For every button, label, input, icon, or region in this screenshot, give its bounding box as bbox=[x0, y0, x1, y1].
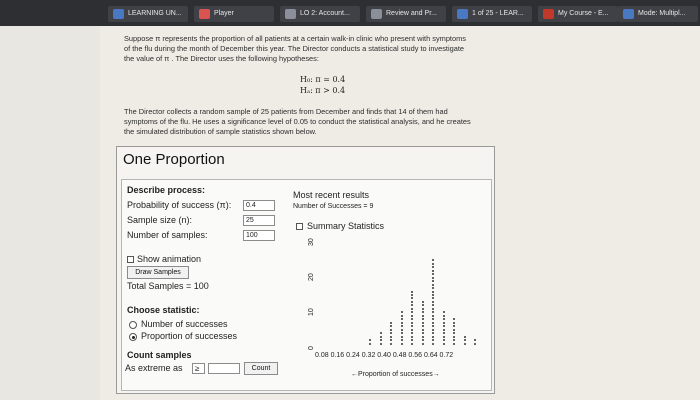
dotplot-dot bbox=[422, 322, 424, 324]
tab-favicon-icon bbox=[371, 9, 382, 19]
y-tick-label: 20 bbox=[308, 273, 315, 281]
dotplot-dot bbox=[443, 336, 445, 338]
dotplot-dot bbox=[411, 325, 413, 327]
dotplot-dot bbox=[422, 311, 424, 313]
dotplot-dot bbox=[432, 343, 434, 345]
dotplot-dot bbox=[411, 343, 413, 345]
dotplot-dot bbox=[390, 336, 392, 338]
dotplot-dot bbox=[422, 339, 424, 341]
tab-review-and-practice[interactable] bbox=[366, 6, 446, 22]
tab-label: My Course - E... bbox=[558, 10, 609, 17]
dotplot-dot bbox=[432, 332, 434, 334]
dotplot-dot bbox=[453, 325, 455, 327]
dotplot-dot bbox=[432, 294, 434, 296]
count-samples-heading: Count samples bbox=[127, 350, 192, 360]
dotplot-dot bbox=[453, 336, 455, 338]
dotplot-dot bbox=[443, 325, 445, 327]
dotplot-dot bbox=[432, 311, 434, 313]
dotplot-dot bbox=[432, 259, 434, 261]
dotplot-dot bbox=[390, 325, 392, 327]
null-hypothesis: H₀: π = 0.4 bbox=[300, 75, 346, 84]
dotplot-dot bbox=[443, 322, 445, 324]
dotplot-dot bbox=[422, 332, 424, 334]
dotplot-dot bbox=[411, 329, 413, 331]
intro-line: of the flu during the month of December this year. The Director conducts a statistical study to investigate bbox=[124, 44, 465, 53]
most-recent-results-label: Most recent results bbox=[293, 190, 370, 200]
dotplot-dot bbox=[422, 301, 424, 303]
tab-label: Player bbox=[214, 10, 234, 17]
dotplot-dot bbox=[432, 263, 434, 265]
choose-statistic-heading: Choose statistic: bbox=[127, 305, 200, 315]
dotplot-dot bbox=[369, 343, 371, 345]
draw-samples-button[interactable]: Draw Samples bbox=[127, 266, 189, 279]
dotplot-dot bbox=[380, 336, 382, 338]
dotplot-dot bbox=[411, 301, 413, 303]
dotplot-dot bbox=[432, 297, 434, 299]
dotplot-dot bbox=[380, 332, 382, 334]
dotplot-dot bbox=[401, 339, 403, 341]
dotplot-dot bbox=[401, 322, 403, 324]
dotplot-dot bbox=[432, 318, 434, 320]
dotplot-dot bbox=[443, 339, 445, 341]
dotplot-dot bbox=[443, 318, 445, 320]
dotplot-dot bbox=[432, 266, 434, 268]
dotplot-dot bbox=[380, 343, 382, 345]
sample-size-input[interactable]: 25 bbox=[243, 215, 275, 226]
dotplot-dot bbox=[411, 322, 413, 324]
applet-panel bbox=[121, 179, 492, 391]
dotplot-dot bbox=[411, 339, 413, 341]
tab-learning-unit[interactable] bbox=[108, 6, 188, 22]
dotplot-dot bbox=[422, 343, 424, 345]
dotplot-dot bbox=[474, 343, 476, 345]
dotplot-dot bbox=[443, 311, 445, 313]
sample-size-label: Sample size (n): bbox=[127, 215, 193, 225]
dotplot-dot bbox=[401, 311, 403, 313]
dotplot-dot bbox=[422, 304, 424, 306]
tab-my-course[interactable] bbox=[538, 6, 618, 22]
tab-mode-multiple[interactable] bbox=[618, 6, 698, 22]
dotplot-dot bbox=[422, 308, 424, 310]
dotplot-dot bbox=[432, 301, 434, 303]
dotplot-dot bbox=[422, 336, 424, 338]
tab-label: LO 2: Account... bbox=[300, 10, 350, 17]
body-line: The Director collects a random sample of 25 patients from December and finds that 14 of them had bbox=[124, 107, 448, 116]
dotplot-dot bbox=[432, 277, 434, 279]
dotplot-dot bbox=[443, 332, 445, 334]
dotplot-dot bbox=[432, 287, 434, 289]
show-animation-label: Show animation bbox=[137, 254, 202, 264]
dotplot-dot bbox=[411, 297, 413, 299]
dotplot-dot bbox=[432, 273, 434, 275]
dotplot-dot bbox=[432, 322, 434, 324]
y-tick-label: 0 bbox=[308, 346, 315, 350]
intro-line: the value of π . The Director uses the following hypotheses: bbox=[124, 54, 319, 63]
alternative-hypothesis: Hₐ: π > 0.4 bbox=[300, 86, 346, 95]
y-tick-label: 30 bbox=[308, 238, 315, 246]
dotplot-dot bbox=[474, 339, 476, 341]
proportion-of-successes-label: Proportion of successes bbox=[141, 331, 238, 341]
dotplot-dot bbox=[432, 270, 434, 272]
dotplot-dot bbox=[453, 329, 455, 331]
dotplot-dot bbox=[443, 315, 445, 317]
dotplot-dot bbox=[390, 329, 392, 331]
dotplot-dot bbox=[453, 322, 455, 324]
tab-1-of-25[interactable] bbox=[452, 6, 532, 22]
dotplot-dot bbox=[390, 322, 392, 324]
dotplot-dot bbox=[390, 332, 392, 334]
dotplot-dot bbox=[432, 315, 434, 317]
y-tick-label: 10 bbox=[308, 308, 315, 316]
dotplot-dot bbox=[411, 304, 413, 306]
dotplot-dot bbox=[432, 291, 434, 293]
dotplot-dot bbox=[422, 325, 424, 327]
dotplot-dot bbox=[411, 318, 413, 320]
dotplot-dot bbox=[401, 343, 403, 345]
dotplot-dot bbox=[422, 329, 424, 331]
browser-tab-bar bbox=[0, 0, 700, 26]
dotplot-dot bbox=[369, 339, 371, 341]
probability-input[interactable]: 0.4 bbox=[243, 200, 275, 211]
intro-line: Suppose π represents the proportion of all patients at a certain walk-in clinic who present with symptoms bbox=[124, 34, 466, 43]
dotplot-dot bbox=[401, 329, 403, 331]
tab-favicon-icon bbox=[199, 9, 210, 19]
tab-label: Review and Pr... bbox=[386, 10, 437, 17]
tab-favicon-icon bbox=[457, 9, 468, 19]
tab-player[interactable] bbox=[194, 6, 274, 22]
dotplot-dot bbox=[390, 339, 392, 341]
number-of-samples-input[interactable]: 100 bbox=[243, 230, 275, 241]
tab-label: 1 of 25 - LEAR... bbox=[472, 10, 524, 17]
one-proportion-applet bbox=[116, 146, 495, 394]
tab-label: Mode: Multipl... bbox=[638, 10, 686, 17]
number-of-successes-readout: Number of Successes = 9 bbox=[293, 203, 374, 210]
dotplot-dot bbox=[411, 291, 413, 293]
dotplot-dot bbox=[453, 339, 455, 341]
dotplot-dot bbox=[422, 318, 424, 320]
tab-favicon-icon bbox=[543, 9, 554, 19]
dotplot-dot bbox=[432, 308, 434, 310]
body-line: the simulated distribution of sample statistics shown below. bbox=[124, 127, 317, 136]
dotplot-dot bbox=[411, 294, 413, 296]
dotplot-dot bbox=[401, 332, 403, 334]
count-button[interactable]: Count bbox=[244, 362, 278, 375]
tab-lo2-account[interactable] bbox=[280, 6, 360, 22]
tab-label: LEARNING UN... bbox=[128, 10, 182, 17]
body-line: symptoms of the flu. He uses a significance level of 0.05 to conduct the statistical analysis, and he creates bbox=[124, 117, 471, 126]
dotplot-dot bbox=[464, 336, 466, 338]
comparator-select[interactable]: ≥ bbox=[192, 363, 205, 374]
tab-favicon-icon bbox=[113, 9, 124, 19]
as-extreme-as-label: As extreme as bbox=[125, 363, 183, 373]
total-samples-text: Total Samples = 100 bbox=[127, 281, 209, 291]
dotplot-dot bbox=[432, 336, 434, 338]
dotplot-dot bbox=[453, 343, 455, 345]
dotplot-dot bbox=[411, 311, 413, 313]
x-tick-labels: 0.08 0.16 0.24 0.32 0.40 0.48 0.56 0.64 0.72 bbox=[315, 352, 454, 359]
x-axis-label: ←Proportion of successes→ bbox=[351, 371, 440, 378]
dotplot-dot bbox=[401, 336, 403, 338]
dotplot-dot bbox=[411, 336, 413, 338]
dotplot-dot bbox=[443, 343, 445, 345]
describe-process-heading: Describe process: bbox=[127, 185, 206, 195]
dotplot-dot bbox=[411, 308, 413, 310]
dotplot-dot bbox=[432, 280, 434, 282]
summary-statistics-label: Summary Statistics bbox=[307, 221, 385, 231]
dotplot-dot bbox=[464, 343, 466, 345]
dotplot-dot bbox=[443, 329, 445, 331]
dotplot-dot bbox=[401, 318, 403, 320]
dotplot-dot bbox=[464, 339, 466, 341]
dotplot-dot bbox=[401, 325, 403, 327]
dotplot-dot bbox=[390, 343, 392, 345]
dotplot-dot bbox=[432, 304, 434, 306]
dotplot-dot bbox=[401, 315, 403, 317]
number-of-samples-label: Number of samples: bbox=[127, 230, 208, 240]
number-of-successes-label: Number of successes bbox=[141, 319, 228, 329]
dotplot-dot bbox=[380, 339, 382, 341]
applet-title: One Proportion bbox=[123, 151, 225, 168]
dotplot-dot bbox=[453, 318, 455, 320]
dotplot-dot bbox=[432, 339, 434, 341]
dotplot-dot bbox=[432, 325, 434, 327]
dotplot-dot bbox=[432, 329, 434, 331]
dotplot-dot bbox=[422, 315, 424, 317]
dotplot-dot bbox=[411, 332, 413, 334]
probability-label: Probability of success (π): bbox=[127, 200, 232, 210]
dotplot-dot bbox=[432, 284, 434, 286]
dotplot-dot bbox=[453, 332, 455, 334]
tab-favicon-icon bbox=[623, 9, 634, 19]
dotplot-dot bbox=[411, 315, 413, 317]
tab-favicon-icon bbox=[285, 9, 296, 19]
